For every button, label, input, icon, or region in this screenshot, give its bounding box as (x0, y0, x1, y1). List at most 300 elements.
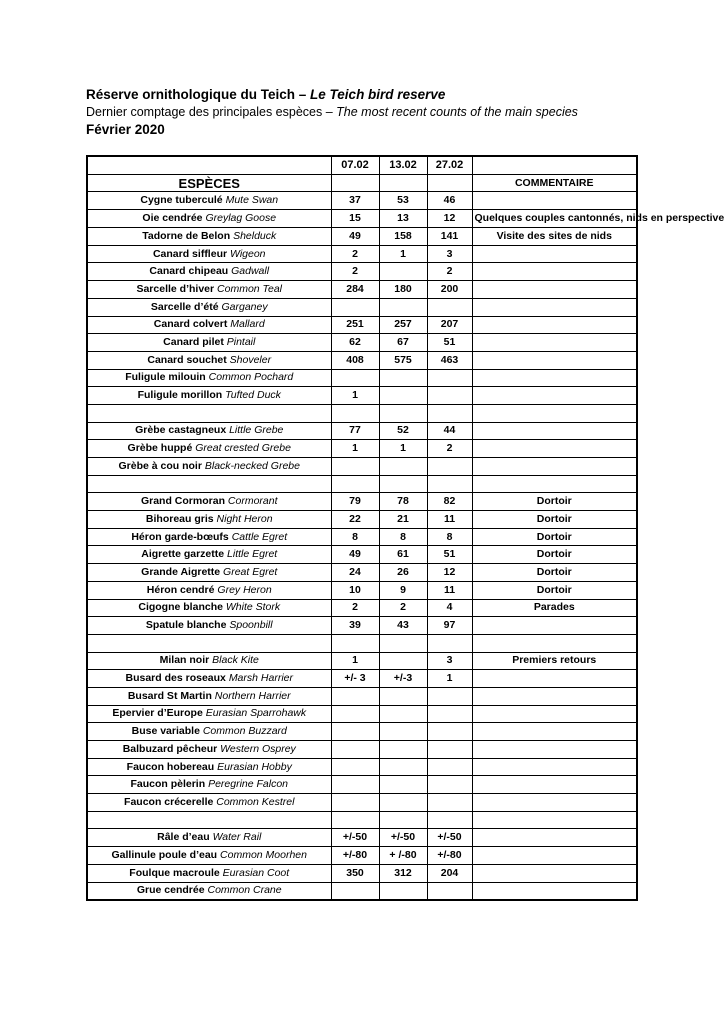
count-cell-3: 204 (427, 864, 472, 882)
species-name-en: Black-necked Grebe (204, 459, 300, 472)
species-name-fr: Grande Aigrette (141, 565, 221, 578)
count-cell-3 (427, 723, 472, 741)
count-cell-3 (427, 475, 472, 493)
species-name-fr: Canard souchet (147, 353, 227, 366)
comment-cell (472, 758, 637, 776)
table-row (87, 351, 637, 369)
species-name-fr: Tadorne de Belon (142, 229, 231, 242)
count-cell-2 (379, 776, 427, 794)
count-cell-1: 251 (331, 316, 379, 334)
count-cell-2: +/-3 (379, 670, 427, 688)
table-row (87, 670, 637, 688)
count-cell-1 (331, 634, 379, 652)
comment-cell (472, 440, 637, 458)
count-cell-1: 62 (331, 334, 379, 352)
empty-header-cell (379, 174, 427, 192)
species-cell (87, 245, 331, 263)
species-cell (87, 741, 331, 759)
species-name-en: Shoveler (229, 353, 272, 366)
count-cell-2 (379, 882, 427, 900)
comment-cell (472, 723, 637, 741)
species-cell (87, 847, 331, 865)
species-name-en: Tufted Duck (225, 389, 281, 402)
species-name-fr: Sarcelle d’hiver (136, 282, 215, 295)
table-row (87, 581, 637, 599)
species-cell (87, 546, 331, 564)
species-cell (87, 511, 331, 529)
table-row (87, 864, 637, 882)
species-name-fr: Cigogne blanche (138, 601, 223, 614)
count-cell-1 (331, 758, 379, 776)
species-cell (87, 228, 331, 246)
species-name-en: Common Kestrel (216, 795, 295, 808)
count-cell-3 (427, 758, 472, 776)
table-row (87, 369, 637, 387)
species-name-fr: Fuligule morillon (137, 389, 223, 402)
count-cell-3: 463 (427, 351, 472, 369)
comment-cell (472, 829, 637, 847)
species-cell (87, 599, 331, 617)
table-row (87, 882, 637, 900)
count-cell-2: 21 (379, 511, 427, 529)
count-cell-3 (427, 387, 472, 405)
count-cell-3: 200 (427, 281, 472, 299)
count-cell-1: 77 (331, 422, 379, 440)
table-row (87, 387, 637, 405)
comment-cell (472, 847, 637, 865)
count-cell-3: 12 (427, 564, 472, 582)
comment-cell: Parades (472, 599, 637, 617)
species-name-en: Marsh Harrier (228, 672, 293, 685)
count-cell-1 (331, 705, 379, 723)
count-cell-1 (331, 723, 379, 741)
table-row (87, 440, 637, 458)
count-cell-1 (331, 811, 379, 829)
species-cell (87, 210, 331, 228)
count-cell-2: + /-80 (379, 847, 427, 865)
count-cell-2: 312 (379, 864, 427, 882)
count-cell-1: 37 (331, 192, 379, 210)
count-cell-2: 1 (379, 440, 427, 458)
comment-cell (472, 351, 637, 369)
species-cell (87, 493, 331, 511)
date-header-3: 27.02 (427, 156, 472, 174)
document-header (86, 86, 646, 139)
table-row (87, 546, 637, 564)
species-cell (87, 617, 331, 635)
species-name-en: Mallard (230, 318, 265, 331)
count-cell-2: 1 (379, 245, 427, 263)
comment-cell (472, 617, 637, 635)
table-row (87, 687, 637, 705)
species-name-fr: Busard St Martin (127, 689, 212, 702)
label-header-row (87, 174, 637, 192)
count-cell-2 (379, 404, 427, 422)
species-name-fr: Faucon crécerelle (124, 795, 214, 808)
count-cell-1: 79 (331, 493, 379, 511)
table-row (87, 617, 637, 635)
count-cell-1: 1 (331, 387, 379, 405)
empty-header-cell (87, 156, 331, 174)
count-cell-2: 78 (379, 493, 427, 511)
species-cell (87, 387, 331, 405)
species-cell (87, 829, 331, 847)
count-cell-3: 46 (427, 192, 472, 210)
species-name-fr: Milan noir (159, 654, 210, 667)
comment-cell (472, 705, 637, 723)
spacer-row (87, 634, 637, 652)
species-name-fr: Faucon hobereau (126, 760, 215, 773)
count-cell-3: 3 (427, 652, 472, 670)
comment-cell (472, 281, 637, 299)
count-cell-1 (331, 741, 379, 759)
species-name-fr: Grèbe castagneux (135, 424, 227, 437)
species-name-fr: Cygne tuberculé (140, 194, 223, 207)
species-cell (87, 334, 331, 352)
species-column-header: ESPÈCES (87, 174, 331, 192)
table-row (87, 794, 637, 812)
species-name-fr: Bihoreau gris (145, 512, 214, 525)
count-cell-2: 53 (379, 192, 427, 210)
count-cell-2 (379, 705, 427, 723)
comment-cell: Visite des sites de nids (472, 228, 637, 246)
table-row (87, 316, 637, 334)
species-cell (87, 670, 331, 688)
table-row (87, 228, 637, 246)
count-cell-3: 2 (427, 263, 472, 281)
count-cell-2 (379, 369, 427, 387)
count-cell-1 (331, 458, 379, 476)
count-cell-3: 82 (427, 493, 472, 511)
comment-cell: Dortoir (472, 511, 637, 529)
count-cell-3 (427, 687, 472, 705)
date-header-2: 13.02 (379, 156, 427, 174)
table-row (87, 776, 637, 794)
species-name-fr: Grand Cormoran (140, 495, 225, 508)
comment-cell (472, 794, 637, 812)
count-cell-2: 52 (379, 422, 427, 440)
species-name-en: Northern Harrier (214, 689, 291, 702)
count-cell-2: 13 (379, 210, 427, 228)
count-cell-3: 51 (427, 334, 472, 352)
species-name-en: Gadwall (231, 265, 270, 278)
table-row (87, 458, 637, 476)
comment-cell: Dortoir (472, 493, 637, 511)
species-cell (87, 811, 331, 829)
species-cell (87, 864, 331, 882)
species-cell (87, 404, 331, 422)
comment-cell: Quelques couples cantonnés, nids en perspective (472, 210, 637, 228)
count-cell-2: +/-50 (379, 829, 427, 847)
species-name-en: Cormorant (227, 495, 278, 508)
species-name-fr: Grèbe à cou noir (118, 459, 202, 472)
species-name-en: Eurasian Sparrohawk (205, 707, 307, 720)
species-cell (87, 316, 331, 334)
species-name-en: Garganey (221, 300, 268, 313)
count-cell-2 (379, 652, 427, 670)
count-cell-2: 575 (379, 351, 427, 369)
count-cell-2 (379, 687, 427, 705)
table-row (87, 245, 637, 263)
comment-cell: Dortoir (472, 528, 637, 546)
table-row (87, 422, 637, 440)
species-name-en: Greylag Goose (205, 212, 277, 225)
species-name-fr: Oie cendrée (142, 212, 203, 225)
count-cell-3 (427, 634, 472, 652)
count-cell-2 (379, 634, 427, 652)
species-cell (87, 528, 331, 546)
count-cell-1: 24 (331, 564, 379, 582)
table-row (87, 334, 637, 352)
species-name-en: Little Egret (227, 548, 278, 561)
document-period: Février 2020 (86, 122, 165, 137)
species-count-table (86, 155, 724, 901)
comment-cell (472, 316, 637, 334)
table-row (87, 493, 637, 511)
count-cell-3: 11 (427, 511, 472, 529)
comment-cell (472, 458, 637, 476)
count-cell-2: 158 (379, 228, 427, 246)
species-name-en: Black Kite (212, 654, 259, 667)
count-cell-2 (379, 758, 427, 776)
count-cell-2: 180 (379, 281, 427, 299)
species-name-en: Great Egret (223, 565, 278, 578)
comment-cell: Premiers retours (472, 652, 637, 670)
comment-cell (472, 404, 637, 422)
table-row (87, 564, 637, 582)
comment-cell (472, 475, 637, 493)
species-name-fr: Balbuzard pêcheur (122, 742, 218, 755)
species-cell (87, 794, 331, 812)
count-cell-3: +/-50 (427, 829, 472, 847)
count-cell-1: +/-50 (331, 829, 379, 847)
count-cell-3 (427, 811, 472, 829)
species-name-en: Common Teal (217, 282, 283, 295)
empty-header-cell (472, 156, 637, 174)
count-cell-3: 44 (427, 422, 472, 440)
count-cell-1: 8 (331, 528, 379, 546)
table-row (87, 192, 637, 210)
table-row (87, 599, 637, 617)
comment-cell (472, 687, 637, 705)
count-cell-2: 26 (379, 564, 427, 582)
species-cell (87, 776, 331, 794)
species-name-fr: Canard chipeau (149, 265, 229, 278)
table-row (87, 652, 637, 670)
count-cell-1: 350 (331, 864, 379, 882)
count-cell-3: 51 (427, 546, 472, 564)
species-cell (87, 705, 331, 723)
count-cell-1: 39 (331, 617, 379, 635)
subtitle-fr: Dernier comptage des principales espèces – (86, 105, 337, 119)
count-cell-3: 3 (427, 245, 472, 263)
count-cell-2 (379, 723, 427, 741)
species-cell (87, 298, 331, 316)
species-name-fr: Râle d’eau (157, 831, 210, 844)
comment-cell (472, 422, 637, 440)
species-name-fr: Spatule blanche (145, 619, 227, 632)
count-cell-3: +/-80 (427, 847, 472, 865)
species-name-fr: Foulque macroule (129, 866, 220, 879)
count-cell-1: +/-80 (331, 847, 379, 865)
count-cell-3: 4 (427, 599, 472, 617)
species-name-fr: Gallinule poule d’eau (111, 848, 218, 861)
date-header-row (87, 156, 637, 174)
count-cell-2 (379, 298, 427, 316)
table-row (87, 847, 637, 865)
species-cell (87, 882, 331, 900)
species-name-en: Cattle Egret (231, 530, 288, 543)
comment-cell (472, 864, 637, 882)
count-cell-1 (331, 298, 379, 316)
count-cell-2: 67 (379, 334, 427, 352)
count-cell-2: 9 (379, 581, 427, 599)
comment-cell (472, 811, 637, 829)
species-cell (87, 263, 331, 281)
species-name-fr: Fuligule milouin (125, 371, 206, 384)
species-name-fr: Canard siffleur (152, 247, 228, 260)
count-cell-3 (427, 705, 472, 723)
count-cell-3: 8 (427, 528, 472, 546)
count-cell-1 (331, 776, 379, 794)
count-cell-1: 1 (331, 440, 379, 458)
count-cell-1: 49 (331, 546, 379, 564)
count-cell-3: 207 (427, 316, 472, 334)
species-name-en: Eurasian Hobby (217, 760, 292, 773)
count-cell-1: 2 (331, 599, 379, 617)
count-cell-1: 15 (331, 210, 379, 228)
species-name-en: Wigeon (230, 247, 266, 260)
comment-cell (472, 369, 637, 387)
species-cell (87, 475, 331, 493)
count-cell-3: 141 (427, 228, 472, 246)
species-name-en: White Stork (225, 601, 281, 614)
count-cell-3: 12 (427, 210, 472, 228)
species-name-en: Water Rail (212, 831, 262, 844)
count-cell-2: 61 (379, 546, 427, 564)
species-name-fr: Canard colvert (153, 318, 228, 331)
count-cell-3 (427, 882, 472, 900)
count-cell-1: 408 (331, 351, 379, 369)
count-cell-1: 1 (331, 652, 379, 670)
title-fr: Réserve ornithologique du Teich – (86, 87, 311, 102)
species-cell (87, 758, 331, 776)
comment-cell (472, 245, 637, 263)
count-cell-1 (331, 369, 379, 387)
species-cell (87, 652, 331, 670)
count-cell-3 (427, 298, 472, 316)
count-cell-1: 284 (331, 281, 379, 299)
species-cell (87, 422, 331, 440)
species-name-en: Common Pochard (208, 371, 294, 384)
species-name-fr: Héron garde-bœufs (131, 530, 229, 543)
table-row (87, 210, 637, 228)
comment-cell (472, 882, 637, 900)
comment-cell (472, 387, 637, 405)
count-cell-2: 8 (379, 528, 427, 546)
count-cell-2 (379, 794, 427, 812)
table-row (87, 298, 637, 316)
count-cell-2 (379, 458, 427, 476)
species-name-en: Eurasian Coot (222, 866, 290, 879)
count-cell-1: 49 (331, 228, 379, 246)
spacer-row (87, 475, 637, 493)
comment-column-header: COMMENTAIRE (472, 174, 637, 192)
species-cell (87, 369, 331, 387)
spacer-row (87, 811, 637, 829)
species-cell (87, 581, 331, 599)
table-row (87, 263, 637, 281)
count-cell-1: 2 (331, 263, 379, 281)
comment-cell (472, 192, 637, 210)
comment-cell (472, 741, 637, 759)
species-name-en: Great crested Grebe (195, 442, 291, 455)
species-name-fr: Buse variable (131, 725, 200, 738)
species-cell (87, 687, 331, 705)
document-title (86, 86, 646, 104)
comment-cell (472, 298, 637, 316)
table-row (87, 723, 637, 741)
table-row (87, 829, 637, 847)
count-cell-2 (379, 387, 427, 405)
count-cell-3: 2 (427, 440, 472, 458)
comment-cell (472, 334, 637, 352)
table-row (87, 705, 637, 723)
count-cell-3: 11 (427, 581, 472, 599)
comment-cell (472, 634, 637, 652)
species-cell (87, 634, 331, 652)
species-cell (87, 351, 331, 369)
species-name-en: Spoonbill (229, 619, 273, 632)
count-cell-2: 257 (379, 316, 427, 334)
count-cell-3 (427, 776, 472, 794)
species-name-fr: Canard pilet (163, 336, 224, 349)
date-header-1: 07.02 (331, 156, 379, 174)
species-name-fr: Héron cendré (146, 583, 215, 596)
count-cell-1 (331, 687, 379, 705)
species-name-en: Common Buzzard (202, 725, 287, 738)
species-name-en: Little Grebe (229, 424, 284, 437)
document-subtitle (86, 104, 646, 121)
count-cell-2: 2 (379, 599, 427, 617)
count-cell-1: 22 (331, 511, 379, 529)
species-cell (87, 564, 331, 582)
comment-cell: Dortoir (472, 564, 637, 582)
count-cell-1 (331, 794, 379, 812)
species-name-en: Common Crane (207, 884, 282, 897)
count-cell-3 (427, 794, 472, 812)
table-row (87, 528, 637, 546)
count-cell-3: 1 (427, 670, 472, 688)
empty-header-cell (427, 174, 472, 192)
species-name-en: Grey Heron (217, 583, 272, 596)
count-cell-3 (427, 741, 472, 759)
count-cell-2 (379, 475, 427, 493)
title-en: Le Teich bird reserve (310, 87, 446, 102)
species-name-en: Shelduck (233, 229, 277, 242)
species-name-fr: Faucon pèlerin (130, 778, 206, 791)
count-cell-2 (379, 263, 427, 281)
species-name-en: Peregrine Falcon (208, 778, 289, 791)
species-cell (87, 281, 331, 299)
spacer-row (87, 404, 637, 422)
count-cell-2 (379, 741, 427, 759)
comment-cell: Dortoir (472, 581, 637, 599)
count-cell-3 (427, 404, 472, 422)
count-cell-1 (331, 404, 379, 422)
count-cell-3 (427, 369, 472, 387)
species-cell (87, 192, 331, 210)
